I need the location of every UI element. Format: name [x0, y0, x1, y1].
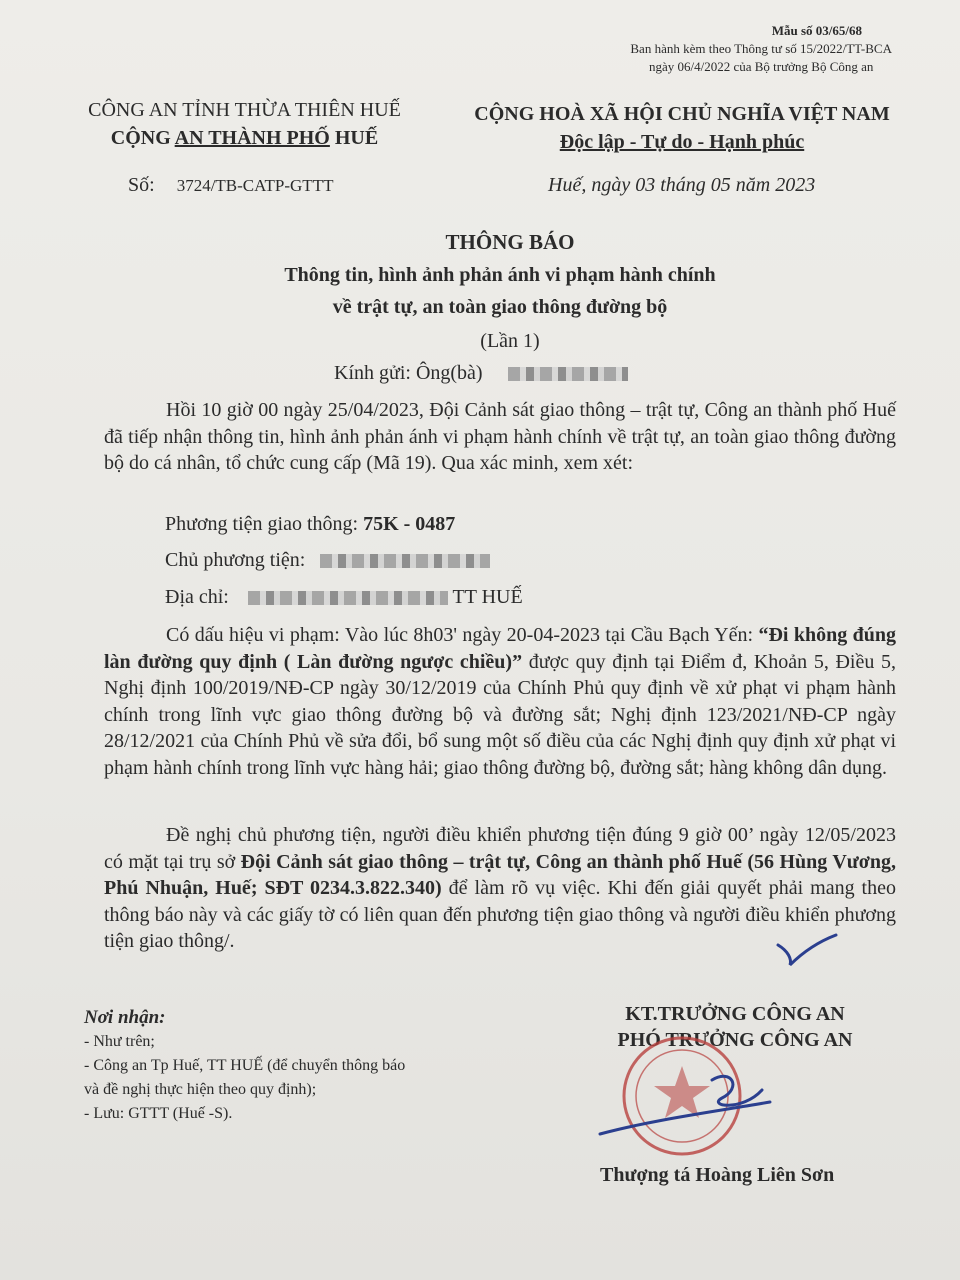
signer-name: Thượng tá Hoàng Liên Sơn: [600, 1164, 835, 1186]
nation-name: CỘNG HOÀ XÃ HỘI CHỦ NGHĨA VIỆT NAM: [474, 103, 890, 125]
issuing-agency: [72, 96, 417, 152]
violation-lead: Có dấu hiệu vi phạm: Vào lúc 8h03' ngày 20-04-2023 tại Cầu Bạch Yến:: [166, 624, 759, 646]
request-location: Đội Cảnh sát giao thông – trật tự, Công an thành phố Huế (56 Hùng Vương, Phú Nhuận, Huế; SĐT 0234.3.822.340): [104, 850, 896, 899]
violation-legal-basis: được quy định tại Điểm đ, Khoản 5, Điều 5, Nghị định 100/2019/NĐ-CP ngày 30/12/2019 của Chính Phủ quy định về xử phạt vi phạm hành chính trong lĩnh vực giao thông đường bộ và đường sắt; Nghị định 123/2021/NĐ-CP ngày 28/12/2021 của Chính Phủ về sửa đổi, bổ sung một số điều của các Nghị định quy định xử phạt vi phạm hành chính trong lĩnh vực hàng hải; giao thông đường bộ, đường sắt; hàng không dân dụng.: [104, 650, 896, 779]
recipient-item: và đề nghị thực hiện theo quy định);: [84, 1081, 317, 1098]
recipient-item: - Như trên;: [84, 1033, 155, 1050]
number-value: 3724/TB-CATP-GTTT: [176, 176, 334, 195]
vehicle-label: Phương tiện giao thông:: [165, 513, 359, 535]
paragraph-receipt: Hồi 10 giờ 00 ngày 25/04/2023, Đội Cảnh sát giao thông – trật tự, Công an thành phố Huế đã tiếp nhận thông tin, hình ảnh phản ánh vi phạm hành chính về trật tự, an toàn giao thông đường bộ do cá nhân, tổ chức cung cấp (Mã 19). Qua xác minh, xem xét:: [104, 399, 896, 474]
address-value: TT HUẾ: [452, 586, 523, 608]
signature-title-1: KT.TRƯỞNG CÔNG AN: [625, 1003, 845, 1025]
checkmark-signature-icon: [770, 915, 840, 975]
document-subtitle-1: Thông tin, hình ảnh phản ánh vi phạm hành chính: [284, 264, 716, 286]
red-seal-stamp-icon: [592, 1028, 772, 1158]
recipient-item: - Lưu: GTTT (Huế -S).: [84, 1105, 233, 1122]
form-code: Mẫu số 03/65/68: [771, 23, 862, 38]
request-lead: Đề nghị chủ phương tiện, người điều khiển phương tiện đúng 9 giờ 00’ ngày 12/05/2023 có mặt tại trụ sở: [104, 824, 896, 873]
redacted-name: [508, 367, 628, 381]
redacted-address: [248, 591, 448, 605]
form-line-1: Ban hành kèm theo Thông tư số 15/2022/TT-BCA: [630, 41, 892, 56]
violation-description: “Đi không đúng làn đường quy định ( Làn đường ngược chiều)”: [104, 624, 896, 673]
issuing-unit: [72, 124, 417, 152]
addressee-label: Kính gửi: Ông(bà): [334, 362, 483, 384]
redacted-owner: [320, 554, 490, 568]
signature-title-2: PHÓ TRƯỞNG CÔNG AN: [617, 1029, 853, 1051]
owner-label: Chủ phương tiện:: [165, 549, 306, 571]
vehicle-plate: 75K - 0487: [363, 513, 456, 535]
dateline: Huế, ngày 03 tháng 05 năm 2023: [548, 174, 816, 196]
vehicle-line: [165, 513, 455, 536]
recipients-block: [84, 1006, 405, 1126]
recipient-item: - Công an Tp Huế, TT HUẾ (để chuyển thông báo: [84, 1057, 406, 1074]
document-title: THÔNG BÁO: [445, 230, 575, 254]
recipients-heading: Nơi nhận:: [84, 1007, 166, 1028]
nation-motto: Độc lập - Tự do - Hạnh phúc: [559, 131, 805, 153]
issuing-unit-underlined: AN THÀNH PHỐ: [174, 127, 330, 149]
form-line-2: ngày 06/4/2022 của Bộ trưởng Bộ Công an: [648, 59, 874, 74]
document-number: [128, 174, 333, 197]
issuing-unit-suffix: HUẾ: [329, 127, 379, 149]
document-subtitle-2: về trật tự, an toàn giao thông đường bộ: [332, 296, 668, 318]
attempt-number: (Lần 1): [480, 330, 540, 352]
owner-line: [165, 549, 490, 572]
form-reference: [630, 22, 892, 76]
addressee: [334, 362, 628, 385]
address-line: [165, 586, 523, 609]
number-label: Số:: [128, 174, 155, 196]
paragraph-violation: [104, 622, 896, 781]
address-label: Địa chỉ:: [165, 586, 229, 608]
parent-agency: CÔNG AN TỈNH THỪA THIÊN HUẾ: [88, 99, 401, 121]
national-header: [452, 100, 912, 156]
request-rest: để làm rõ vụ việc. Khi đến giải quyết phải mang theo thông báo này và các giấy tờ có liên quan đến phương tiện giao thông và người điều khiển phương tiện giao thông/.: [104, 877, 896, 952]
issuing-unit-part: CỘNG: [110, 127, 175, 149]
